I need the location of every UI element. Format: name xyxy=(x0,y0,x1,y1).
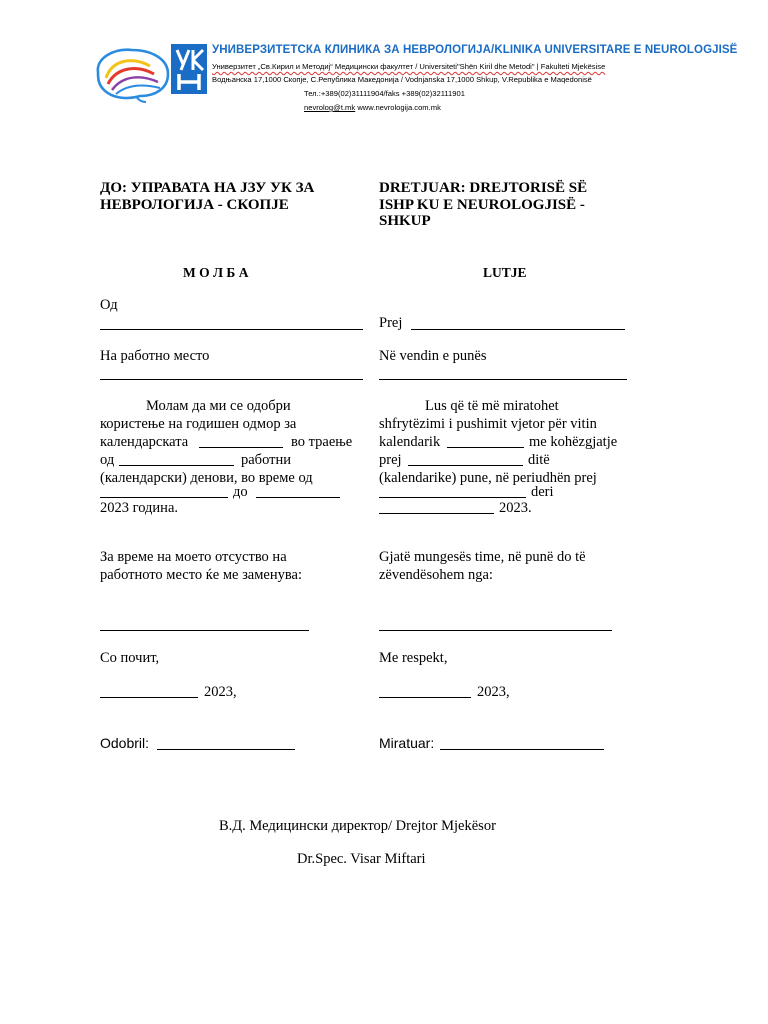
website-link[interactable]: www.nevrologija.com.mk xyxy=(357,103,441,112)
start-date-field-mk[interactable] xyxy=(100,497,228,498)
header-line-3: Тел.:+389(02)31111904/faks +389(02)32111901 xyxy=(304,89,465,98)
body-sq-line-2: shfrytëzimi i pushimit vjetor për vitin xyxy=(379,416,597,432)
body-mk-line-7: 2023 година. xyxy=(100,500,179,516)
brain-logo-icon xyxy=(92,44,174,104)
workplace-field-mk[interactable] xyxy=(100,379,363,380)
regards-sq: Me respekt, xyxy=(379,650,448,666)
from-label-mk: Од xyxy=(100,297,118,313)
year-mk: 2023, xyxy=(204,684,237,700)
clinic-title: УНИВЕРЗИТЕТСКА КЛИНИКА ЗА НЕВРОЛОГИЈА/KLINIKA UNIVERSITARE E NEUROLOGJISË xyxy=(212,44,738,56)
director-title: В.Д. Медицински директор/ Drejtor Mjekësor xyxy=(219,818,496,834)
email-link[interactable]: nevrolog@t.mk xyxy=(304,103,356,112)
body-mk-line-3b: во траење xyxy=(291,434,353,450)
replacement-sq-line-2: zëvendësohem nga: xyxy=(379,567,493,583)
body-sq-line-6: deri xyxy=(531,484,554,500)
body-sq-line-7: 2023. xyxy=(499,500,532,516)
body-mk-line-1: Молам да ми се одобри xyxy=(146,398,291,414)
body-sq-line-4b: ditë xyxy=(528,452,550,468)
recipient-sq-line-1: DRETJUAR: DREJTORISË SË xyxy=(379,180,588,196)
body-mk-line-6: до xyxy=(233,484,248,500)
body-mk-line-4b: работни xyxy=(241,452,291,468)
replacement-sq-line-1: Gjatë mungesës time, në punë do të xyxy=(379,549,586,565)
approved-field-mk[interactable] xyxy=(157,749,295,750)
recipient-mk-line-2: НЕВРОЛОГИЈА - СКОПЈЕ xyxy=(100,197,289,213)
from-field-mk[interactable] xyxy=(100,329,363,330)
body-sq-line-5: (kalendarike) pune, në periudhën prej xyxy=(379,470,597,486)
workplace-label-mk: На работно место xyxy=(100,348,210,364)
body-mk-line-2: користење на годишен одмор за xyxy=(100,416,297,432)
end-date-field-sq[interactable] xyxy=(379,513,494,514)
heading-lutje: LUTJE xyxy=(483,265,527,280)
uk-monogram-icon xyxy=(171,44,207,94)
start-date-field-sq[interactable] xyxy=(379,497,526,498)
body-mk-line-3a: календарската xyxy=(100,434,189,450)
approved-label-sq: Miratuar: xyxy=(379,735,435,751)
approved-field-sq[interactable] xyxy=(440,749,604,750)
recipient-mk-line-1: ДО: УПРАВАТА НА ЈЗУ УК ЗА xyxy=(100,180,315,196)
replacement-mk-line-2: работното место ќе ме заменува: xyxy=(100,567,302,583)
heading-molba: М О Л Б А xyxy=(183,265,249,280)
body-mk-line-4a: од xyxy=(100,452,115,468)
signature-date-field-sq[interactable] xyxy=(379,697,471,698)
regards-mk: Со почит, xyxy=(100,650,160,666)
replacement-field-sq[interactable] xyxy=(379,630,612,631)
end-date-field-mk[interactable] xyxy=(256,497,340,498)
from-field-sq[interactable] xyxy=(411,329,625,330)
header-contact xyxy=(304,103,441,112)
body-mk-line-5: (календарски) денови, во време од xyxy=(100,470,313,486)
approved-label-mk: Odobril: xyxy=(100,735,150,751)
recipient-sq-line-3: SHKUP xyxy=(379,213,431,229)
body-sq-line-4a: prej xyxy=(379,452,402,468)
header-line-1: Универзитет „Св.Кирил и Методиј“ Медицински факултет / Universiteti"Shën Kiril dhe Metodi" | Fakulteti Mjekësise xyxy=(212,62,606,71)
replacement-mk-line-1: За време на моето отсуство на xyxy=(100,549,287,565)
body-sq-line-3b: me kohëzgjatje xyxy=(529,434,618,450)
calendar-year-field-mk[interactable] xyxy=(199,447,283,448)
body-sq-line-3a: kalendarik xyxy=(379,434,441,450)
director-name: Dr.Spec. Visar Miftari xyxy=(297,851,426,867)
days-count-field-mk[interactable] xyxy=(119,465,234,466)
header-line-2: Водњанска 17,1000 Скопје, С.Република Македонија / Vodnjanska 17,1000 Shkup, V.Republika e Maqedonisë xyxy=(212,75,592,84)
replacement-field-mk[interactable] xyxy=(100,630,309,631)
body-sq-line-1: Lus që të më miratohet xyxy=(425,398,559,414)
workplace-field-sq[interactable] xyxy=(379,379,627,380)
workplace-label-sq: Në vendin e punës xyxy=(379,348,487,364)
calendar-year-field-sq[interactable] xyxy=(447,447,524,448)
uk-logo-badge xyxy=(171,44,207,94)
year-sq: 2023, xyxy=(477,684,510,700)
days-count-field-sq[interactable] xyxy=(408,465,523,466)
recipient-sq-line-2: ISHP KU E NEUROLOGJISË - xyxy=(379,197,585,213)
from-label-sq: Prej xyxy=(379,315,403,331)
signature-date-field-mk[interactable] xyxy=(100,697,198,698)
